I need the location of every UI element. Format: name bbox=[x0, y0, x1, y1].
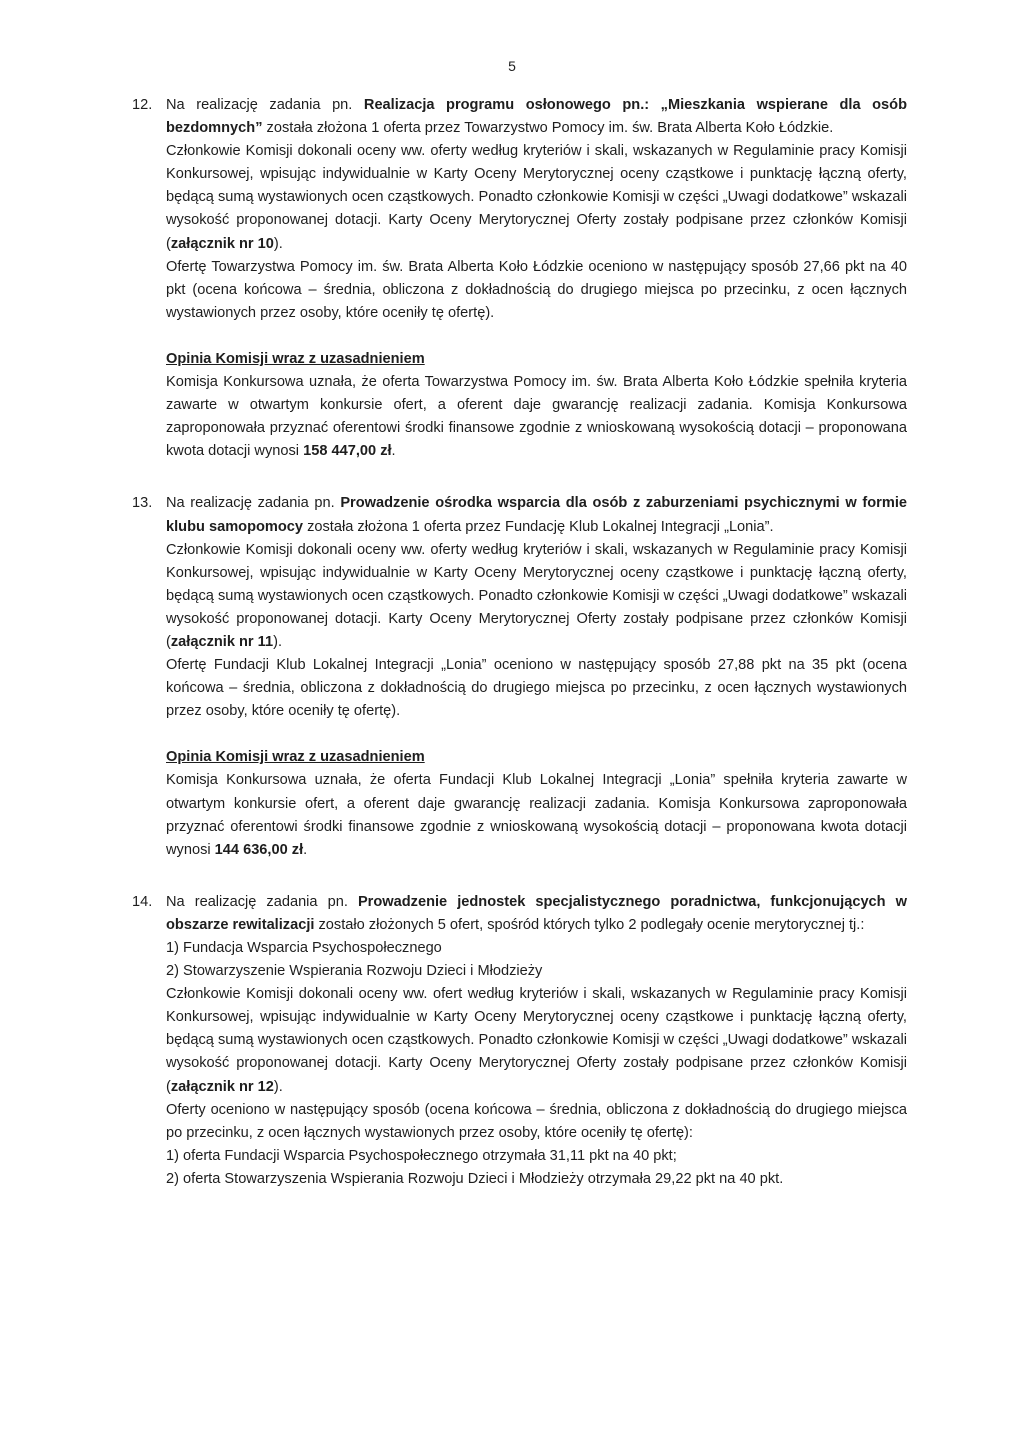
item-number: 12. bbox=[132, 97, 153, 113]
opinion-heading: Opinia Komisji wraz z uzasadnieniem bbox=[166, 350, 425, 367]
score-paragraph: Oferty oceniono w następujący sposób (ocena końcowa – średnia, obliczona z dokładnością do drugiego miejsca po przecinku, z ocen łącznych wystawionych przez osoby, które oceniły tę ofertę): bbox=[166, 1101, 907, 1141]
section-item-14 bbox=[132, 891, 907, 1191]
grant-amount: 158 447,00 zł bbox=[303, 443, 392, 460]
task-intro: Na realizację zadania pn. Prowadzenie ośrodka wsparcia dla osób z zaburzeniami psychicznymi w formie klubu samopomocy została złożona 1 oferta przez Fundację Klub Lokalnej Integracji „Lonia”. bbox=[166, 495, 907, 535]
annex-reference: załącznik nr 10 bbox=[170, 235, 274, 252]
annex-reference: załącznik nr 12 bbox=[170, 1078, 274, 1095]
section-item-12 bbox=[132, 94, 907, 463]
task-title: Prowadzenie jednostek specjalistycznego poradnictwa, funkcjonujących w obszarze rewitalizacji bbox=[166, 893, 907, 933]
evaluation-paragraph: Członkowie Komisji dokonali oceny ww. ofert według kryteriów i skali, wskazanych w Regulaminie pracy Komisji Konkursowej, wpisując indywidualnie w Karty Oceny Merytorycznej oceny cząstkowe i punktację łączną oferty, będącą sumą wystawionych ocen cząstkowych. Ponadto członkowie Komisji w części „Uwagi dodatkowe” wskazali wysokość proponowanej dotacji. Karty Oceny Merytorycznej Oferty zostały podpisane przez członków Komisji (załącznik nr 12). bbox=[166, 986, 907, 1095]
offer-list bbox=[166, 937, 907, 983]
grant-amount: 144 636,00 zł bbox=[214, 841, 304, 858]
list-item: 2) Stowarzyszenie Wspierania Rozwoju Dzieci i Młodzieży bbox=[166, 963, 543, 980]
task-intro: Na realizację zadania pn. Prowadzenie jednostek specjalistycznego poradnictwa, funkcjonujących w obszarze rewitalizacji zostało złożonych 5 ofert, spośród których tylko 2 podlegały ocenie merytorycznej tj.: bbox=[166, 893, 907, 933]
evaluation-paragraph: Członkowie Komisji dokonali oceny ww. oferty według kryteriów i skali, wskazanych w Regulaminie pracy Komisji Konkursowej, wpisując indywidualnie w Karty Oceny Merytorycznej oceny cząstkowe i punktację łączną oferty, będącą sumą wystawionych ocen cząstkowych. Ponadto członkowie Komisji w części „Uwagi dodatkowe” wskazali wysokość proponowanej dotacji. Karty Oceny Merytorycznej Oferty zostały podpisane przez członków Komisji (załącznik nr 10). bbox=[166, 143, 907, 252]
task-title: Realizacja programu osłonowego pn.: „Mieszkania wspierane dla osób bezdomnych” bbox=[166, 97, 907, 137]
evaluation-paragraph: Członkowie Komisji dokonali oceny ww. oferty według kryteriów i skali, wskazanych w Regulaminie pracy Komisji Konkursowej, wpisując indywidualnie w Karty Oceny Merytorycznej oceny cząstkowe i punktację łączną oferty, będącą sumą wystawionych ocen cząstkowych. Ponadto członkowie Komisji w części „Uwagi dodatkowe” wskazali wysokość proponowanej dotacji. Karty Oceny Merytorycznej Oferty zostały podpisane przez członków Komisji (załącznik nr 11). bbox=[166, 541, 907, 650]
list-item: 2) oferta Stowarzyszenia Wspierania Rozwoju Dzieci i Młodzieży otrzymała 29,22 pkt na 40 pkt. bbox=[166, 1170, 784, 1187]
page-number: 5 bbox=[508, 58, 516, 74]
document-body bbox=[132, 94, 907, 1220]
item-number: 13. bbox=[132, 495, 153, 512]
item-number: 14. bbox=[132, 893, 153, 910]
task-title: Prowadzenie ośrodka wsparcia dla osób z zaburzeniami psychicznymi w formie klubu samopomocy bbox=[166, 495, 907, 535]
score-paragraph: Ofertę Towarzystwa Pomocy im. św. Brata Alberta Koło Łódzkie oceniono w następujący sposób 27,66 pkt na 40 pkt (ocena końcowa – średnia, obliczona z dokładnością do drugiego miejsca po przecinku, z ocen łącznych wystawionych przez osoby, które oceniły tę ofertę). bbox=[166, 258, 907, 321]
task-intro: Na realizację zadania pn. Realizacja programu osłonowego pn.: „Mieszkania wspierane dla osób bezdomnych” została złożona 1 oferta przez Towarzystwo Pomocy im. św. Brata Alberta Koło Łódzkie. bbox=[166, 97, 907, 137]
section-item-13 bbox=[132, 492, 907, 861]
list-item: 1) Fundacja Wsparcia Psychospołecznego bbox=[166, 940, 442, 956]
opinion-paragraph: Komisja Konkursowa uznała, że oferta Fundacji Klub Lokalnej Integracji „Lonia” spełniła kryteria zawarte w otwartym konkursie ofert, a oferent daje gwarancję realizacji zadania. Komisja Konkursowa zaproponowała przyznać oferentowi środki finansowe zgodnie z wnioskowaną wysokością dotacji – proponowana kwota dotacji wynosi 144 636,00 zł. bbox=[166, 772, 907, 858]
opinion-heading: Opinia Komisji wraz z uzasadnieniem bbox=[166, 749, 425, 766]
opinion-paragraph: Komisja Konkursowa uznała, że oferta Towarzystwa Pomocy im. św. Brata Alberta Koło Łódzkie spełniła kryteria zawarte w otwartym konkursie ofert, a oferent daje gwarancję realizacji zadania. Komisja Konkursowa zaproponowała przyznać oferentowi środki finansowe zgodnie z wnioskowaną wysokością dotacji – proponowana kwota dotacji wynosi 158 447,00 zł. bbox=[166, 374, 907, 460]
list-item: 1) oferta Fundacji Wsparcia Psychospołecznego otrzymała 31,11 pkt na 40 pkt; bbox=[166, 1147, 677, 1164]
score-paragraph: Ofertę Fundacji Klub Lokalnej Integracji „Lonia” oceniono w następujący sposób 27,88 pkt na 35 pkt (ocena końcowa – średnia, obliczona z dokładnością do drugiego miejsca po przecinku, z ocen łącznych wystawionych przez osoby, które oceniły tę ofertę). bbox=[166, 657, 907, 720]
annex-reference: załącznik nr 11 bbox=[170, 633, 274, 650]
results-list bbox=[166, 1145, 907, 1191]
